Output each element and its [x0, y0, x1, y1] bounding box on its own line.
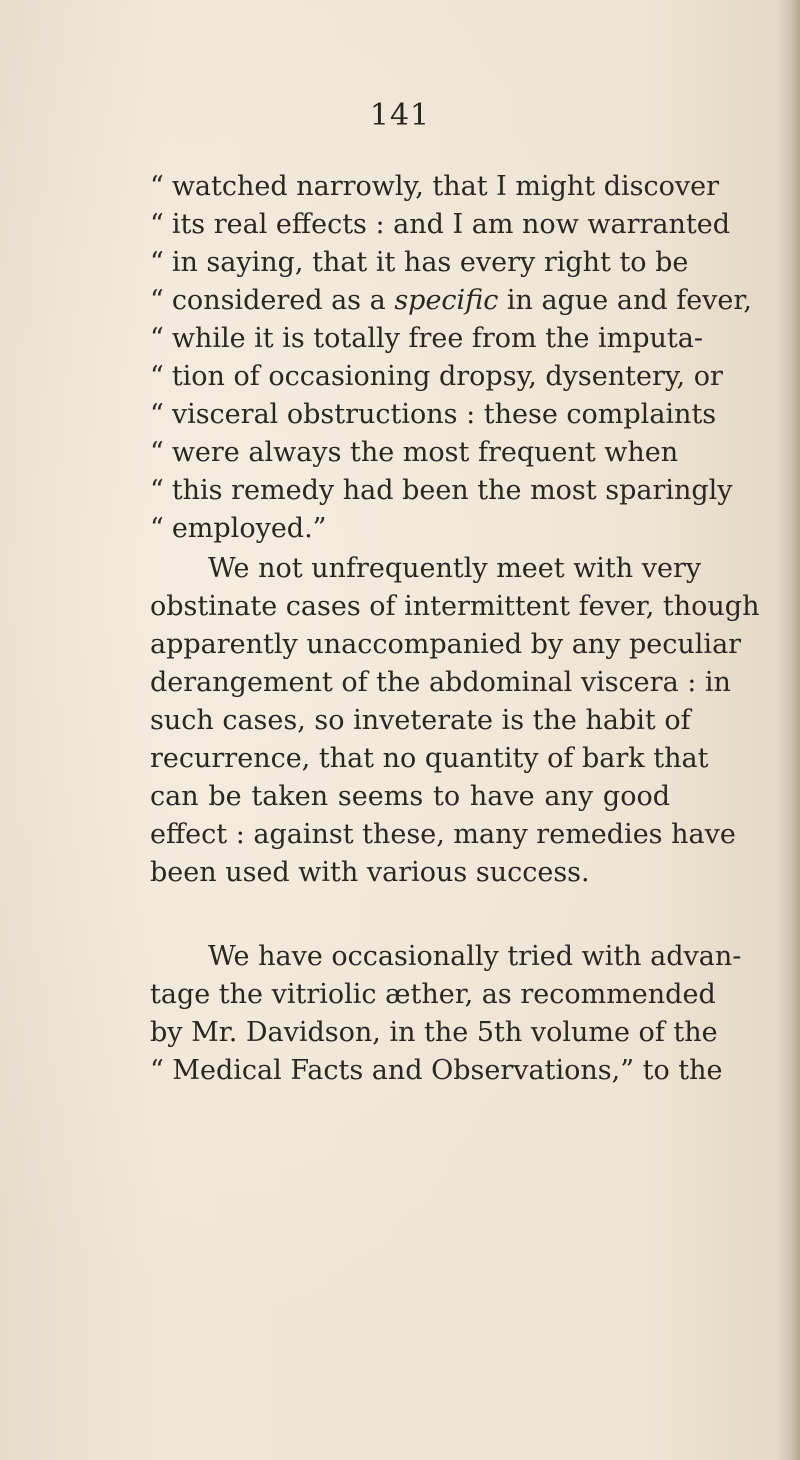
quote-mark: “	[150, 285, 164, 316]
quote-mark: “	[150, 399, 164, 430]
quote-line	[150, 472, 733, 510]
quote-line-text: considered as a	[171, 285, 395, 316]
paragraph-line: derangement of the abdominal viscera : in	[150, 667, 731, 698]
paragraph-line: We not unfrequently meet with very	[208, 553, 702, 584]
quote-line-text: tion of occasioning dropsy, dysentery, or	[171, 361, 723, 392]
paragraph-line: recurrence, that no quantity of bark that	[150, 743, 709, 774]
quote-line-text: were always the most frequent when	[171, 437, 679, 468]
quote-line-text: while it is totally free from the imputa-	[171, 323, 704, 354]
paragraph-line: been used with various success.	[150, 857, 590, 888]
quoted-passage	[150, 168, 752, 548]
quote-mark: “	[150, 437, 164, 468]
paragraph-vitriolic-aether	[150, 938, 742, 1090]
paragraph-line: “ Medical Facts and Observations,” to the	[150, 1055, 723, 1086]
quote-mark: “	[150, 247, 164, 278]
quote-mark: “	[150, 475, 164, 506]
quote-mark: “	[150, 323, 164, 354]
quote-line	[150, 510, 670, 548]
quote-line	[150, 168, 720, 206]
paragraph-intermittent-fever	[150, 550, 760, 892]
quote-mark: “	[150, 209, 164, 240]
paragraph-line: We have occasionally tried with advan-	[208, 941, 742, 972]
quote-line	[150, 358, 723, 396]
quote-line-text: employed.”	[171, 513, 327, 544]
emphasis-specific: specific	[394, 285, 499, 316]
quote-mark: “	[150, 513, 164, 544]
quote-line-text: its real effects : and I am now warranted	[171, 209, 731, 240]
quote-line-text: this remedy had been the most sparingly	[171, 475, 733, 506]
quote-line	[150, 434, 679, 472]
quote-mark: “	[150, 171, 164, 202]
paragraph-line: obstinate cases of intermittent fever, though	[150, 591, 760, 622]
quote-line	[150, 320, 704, 358]
quote-line	[150, 244, 689, 282]
paragraph-line: such cases, so inveterate is the habit of	[150, 705, 691, 736]
page-edge-shadow	[778, 0, 800, 1460]
paragraph-line: tage the vitriolic æther, as recommended	[150, 979, 716, 1010]
quote-line-text: in ague and fever,	[498, 285, 752, 316]
paragraph-line: can be taken seems to have any good	[150, 781, 670, 812]
quote-line	[150, 282, 752, 320]
page-number: 141	[369, 98, 431, 133]
quote-line-text: watched narrowly, that I might discover	[171, 171, 720, 202]
quote-line-text: in saying, that it has every right to be	[171, 247, 689, 278]
paragraph-line: effect : against these, many remedies have	[150, 819, 736, 850]
quote-line	[150, 206, 731, 244]
quote-line	[150, 396, 717, 434]
paragraph-line: by Mr. Davidson, in the 5th volume of the	[150, 1017, 718, 1048]
quote-mark: “	[150, 361, 164, 392]
paragraph-line: apparently unaccompanied by any peculiar	[150, 629, 742, 660]
quote-line-text: visceral obstructions : these complaints	[171, 399, 717, 430]
